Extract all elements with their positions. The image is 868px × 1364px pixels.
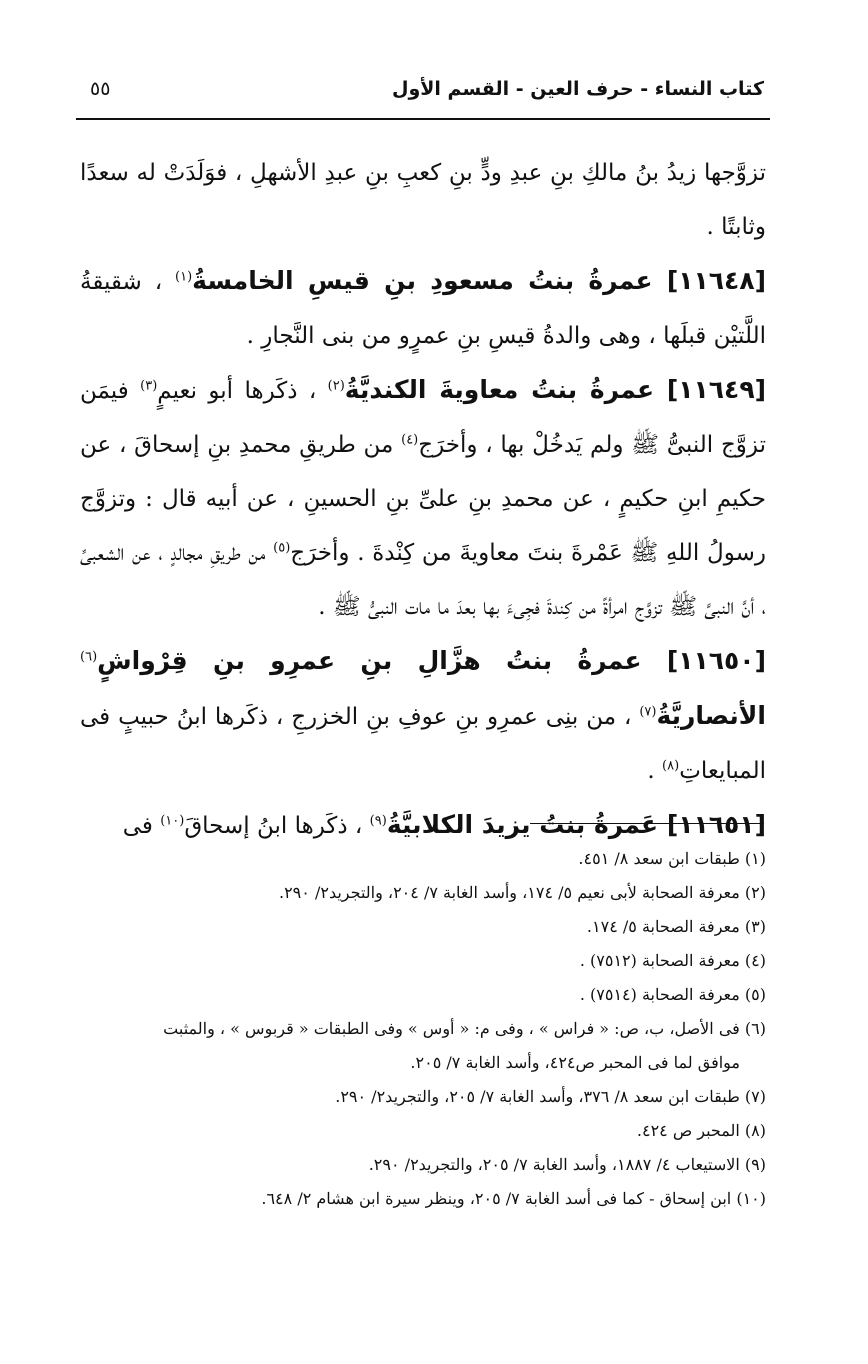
paragraph-continuation — [80, 146, 766, 254]
footnote-text-continued: موافق لما فى المحبر ص٤٢٤، وأسد الغابة ٧/ ٢٠٥. — [410, 1053, 740, 1072]
entry-text: فيمَن تزوَّج النبىُّ ﷺ ولم يَدخُلْ بها ، وأخرَج — [80, 378, 766, 458]
entry-text: من طريقِ محمدِ بنِ إسحاقَ ، عن حكيمِ ابنِ حكيمٍ ، عن محمدِ بنِ علىِّ بنِ الحسينِ ، عن أبيه قال : وتزوَّج رسولُ اللهِ ﷺ عَمْرةَ بنتَ معاويةَ من كِنْدةَ . وأخرَج — [80, 432, 766, 566]
footnote-ref[interactable]: (٧) — [639, 704, 657, 720]
entry-text: ، ذكَرها ابنُ إسحاقَ — [184, 813, 370, 839]
footnote-text: (٩) الاستيعاب ٤/ ١٨٨٧، وأسد الغابة ٧/ ٢٠٥، والتجريد٢/ ٢٩٠. — [368, 1155, 766, 1174]
running-header — [76, 74, 770, 108]
footnote-ref[interactable]: (١٠) — [160, 813, 185, 829]
footnote-2 — [80, 876, 766, 910]
entry-heading: الأنصاريَّةُ — [656, 701, 766, 730]
footnote-7 — [80, 1080, 766, 1114]
entry-heading: [١١٦٤٨] عمرةُ بنتُ مسعودِ بنِ قيسِ الخامسةُ — [192, 266, 767, 295]
footnote-5 — [80, 978, 766, 1012]
footnote-ref[interactable]: (٥) — [273, 540, 291, 556]
footnote-1 — [80, 842, 766, 876]
entry-heading: [١١٦٥٠] عمرةُ بنتُ هزَّالِ بنِ عمرِو بنِ قِرْواشٍ — [97, 646, 766, 675]
header-rule — [76, 118, 770, 120]
footnote-ref[interactable]: (٦) — [80, 649, 98, 665]
footnote-separator — [530, 823, 764, 824]
footnote-10 — [80, 1182, 766, 1216]
footnote-3 — [80, 910, 766, 944]
footnote-ref[interactable]: (١) — [175, 269, 193, 285]
footnote-ref[interactable]: (٢) — [327, 378, 345, 394]
page-number: ٥٥ — [90, 78, 111, 100]
footnote-9 — [80, 1148, 766, 1182]
footnote-text: (٣) معرفة الصحابة ٥/ ١٧٤. — [586, 917, 766, 936]
footnote-ref[interactable]: (٤) — [401, 432, 419, 448]
entry-11650 — [80, 634, 766, 798]
footnotes — [80, 842, 766, 1216]
footnote-text: (١٠) ابن إسحاق - كما فى أسد الغابة ٧/ ٢٠٥، وينظر سيرة ابن هشام ٢/ ٦٤٨. — [261, 1189, 766, 1208]
running-title: كتاب النساء - حرف العين - القسم الأول — [391, 78, 764, 100]
entry-11649 — [80, 363, 766, 634]
footnote-text: (٨) المحبر ص ٤٢٤. — [636, 1121, 766, 1140]
footnote-6 — [80, 1012, 766, 1080]
entry-text: من طريقِ مجالدٍ ، عن الشعبىِّ ، أنَّ النبىَّ ﷺ تزوَّج امرأةً من كِندةَ فجِىءَ بها بعدَ ما مات النبىُّ ﷺ . — [80, 540, 766, 620]
entry-text: فى — [122, 813, 161, 839]
footnote-ref[interactable]: (٣) — [140, 378, 158, 394]
footnote-text: (١) طبقات ابن سعد ٨/ ٤٥١. — [578, 849, 766, 868]
footnote-ref[interactable]: (٩) — [369, 813, 387, 829]
footnote-text: (٤) معرفة الصحابة (٧٥١٢) . — [579, 951, 766, 970]
entry-heading: [١١٦٤٩] عمرةُ بنتُ معاويةَ الكنديَّةُ — [344, 375, 767, 404]
footnote-8 — [80, 1114, 766, 1148]
entry-text: . — [647, 758, 663, 784]
footnote-text: (٧) طبقات ابن سعد ٨/ ٣٧٦، وأسد الغابة ٧/ ٢٠٥، والتجريد٢/ ٢٩٠. — [335, 1087, 766, 1106]
main-text — [80, 146, 766, 853]
footnote-4 — [80, 944, 766, 978]
entry-text: ، ذكَرها أبو نعيمٍ — [157, 378, 328, 404]
entry-text: ، شقيقةُ اللَّتيْن قبلَها ، وهى والدةُ قيسِ بنِ عمرٍو من بنى النَّجارِ . — [80, 269, 766, 349]
entry-text: ، من بنِى عمرِو بنِ عوفِ بنِ الخزرجِ ، ذكَرها ابنُ حبيبٍ فى المبايعاتِ — [80, 704, 766, 784]
footnote-text: (٢) معرفة الصحابة لأبى نعيم ٥/ ١٧٤، وأسد الغابة ٧/ ٢٠٤، والتجريد٢/ ٢٩٠. — [278, 883, 766, 902]
entry-11648 — [80, 254, 766, 363]
entry-heading: [١١٦٥١] عَمرةُ بنتُ يزيدَ الكلابيَّةُ — [386, 810, 766, 839]
footnote-text: (٦) فى الأصل، ب، ص: « فراس » ، وفى م: « أوس » وفى الطبقات « قربوس » ، والمثبت — [163, 1019, 766, 1038]
footnote-ref[interactable]: (٨) — [662, 758, 680, 774]
footnote-text: (٥) معرفة الصحابة (٧٥١٤) . — [579, 985, 766, 1004]
paragraph-text: تزوَّجها زيدُ بنُ مالكِ بنِ عبدِ ودٍّ بنِ كعبِ بنِ عبدِ الأشهلِ ، فوَلَدَتْ له سعدًا وثابتًا . — [80, 160, 766, 240]
